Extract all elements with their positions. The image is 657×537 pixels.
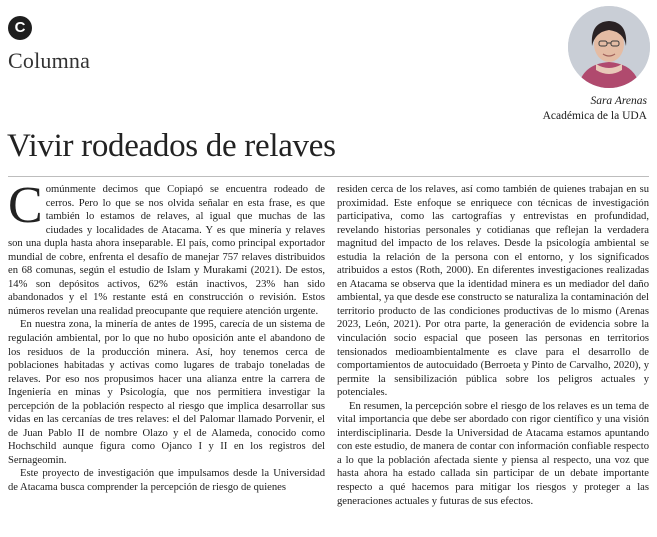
paragraph: [8, 177, 325, 318]
paragraph: residen cerca de los relaves, así como también de quienes trabajan en su proximidad. Este enfoque se enriquece con técnicas de investigación participativa, como las cartografías y entrevistas en profundidad, revelando historias personales y cotidianas que reflejan la verdadera magnitud del impacto de los relaves. Desde la psicología ambiental se estudia la relación de la persona con el entorno, y los significados atribuidos a estos (Roth, 2000). En diferentes investigaciones realizadas en Atacama se observa que la identidad minera es un mediador del daño ambiental, ya que desde ese constructo se naturaliza la contaminación del territorio producto de las condiciones productivas de lo mismo (Arenas 2023, León, 2021). Por otra parte, la generación de evidencia sobre la vinculación socio espacial que poseen las personas en territorios tensionados medioambientalmente es clave para el desarrollo de comportamientos de autocuidado (Berroeta y Pinto de Carvalho, 2020), y permite la sensibilización pública sobre los peligros actuales y potenciales.: [337, 184, 649, 399]
author-avatar: [568, 6, 650, 88]
article-column-right: [337, 183, 649, 508]
section-label: Columna: [8, 48, 91, 73]
paragraph: En resumen, la percepción sobre el riesgo de los relaves es un tema de vital importancia que debe ser abordado con rigor científico y una visión interdisciplinaria. Desde la Universidad de Atacama estamos apuntando con este estudio, de manera de contar con información confiable respecto a lo que la población afectada siente y piensa al respecto, una voz que hasta ahora ha estado callada sin participar de un debate importante respecto a qué hacemos para mitigar los riesgos y proteger a las generaciones actuales y futuras de sus efectos.: [337, 400, 649, 507]
section-badge: C: [8, 16, 32, 40]
paragraph: Este proyecto de investigación que impulsamos desde la Universidad de Atacama busca comprender la percepción de riesgo de quienes: [8, 468, 325, 494]
author-block: [543, 94, 647, 124]
author-photo-icon: [568, 6, 650, 88]
author-role: Académica de la UDA: [542, 110, 647, 122]
title-divider: [8, 176, 649, 177]
author-name: Sara Arenas: [590, 95, 647, 107]
drop-cap: C: [8, 177, 43, 234]
paragraph: En nuestra zona, la minería de antes de 1995, carecía de un sistema de regulación ambiental, por lo que no hubo oposición ante el abandono de los residuos de la producción minera. Así, hoy tenemos cerca de poblaciones habitadas y activas como lugares de trabajo toneladas de relaves. Por eso nos propusimos hacer una alianza entre la carrera de Ingeniería en minas y Psicología, que nos permitiera investigar la percepción de la población respecto al riesgo que implica desarrollar sus vidas en las cercanías de tres relaves: el del Palomar llamado Porvenir, el de Juan Pablo II de nombre Olazo y el de Alameda, conocido como Hochschild aunque figura como Ojanco I y II en los registros del Sernageomin.: [8, 319, 325, 466]
paragraph-text: omúnmente decimos que Copiapó se encuentra rodeado de cerros. Pero lo que se nos olvida señalar en esta frase, es que también lo estamos de relaves, al igual que muchas de las ciudades y localidades de Atacama. Y es que minería y relaves son una dupla hasta ahora inseparable. El país, como principal exportador mundial de cobre, enfrenta el desafío de manejar 757 relaves distribuidos en 68 comunas, según el estudio de Islam y Murakami (2021). De estos, 14% son depósitos activos, 62% están inactivos, 23% han sido abandonados y el 1% restante está en construcción o revisión. Estos números revelan una realidad preocupante que requiere atención urgente.: [8, 184, 325, 317]
article-column-left: [8, 177, 325, 495]
article-title: Vivir rodeados de relaves: [7, 128, 336, 164]
